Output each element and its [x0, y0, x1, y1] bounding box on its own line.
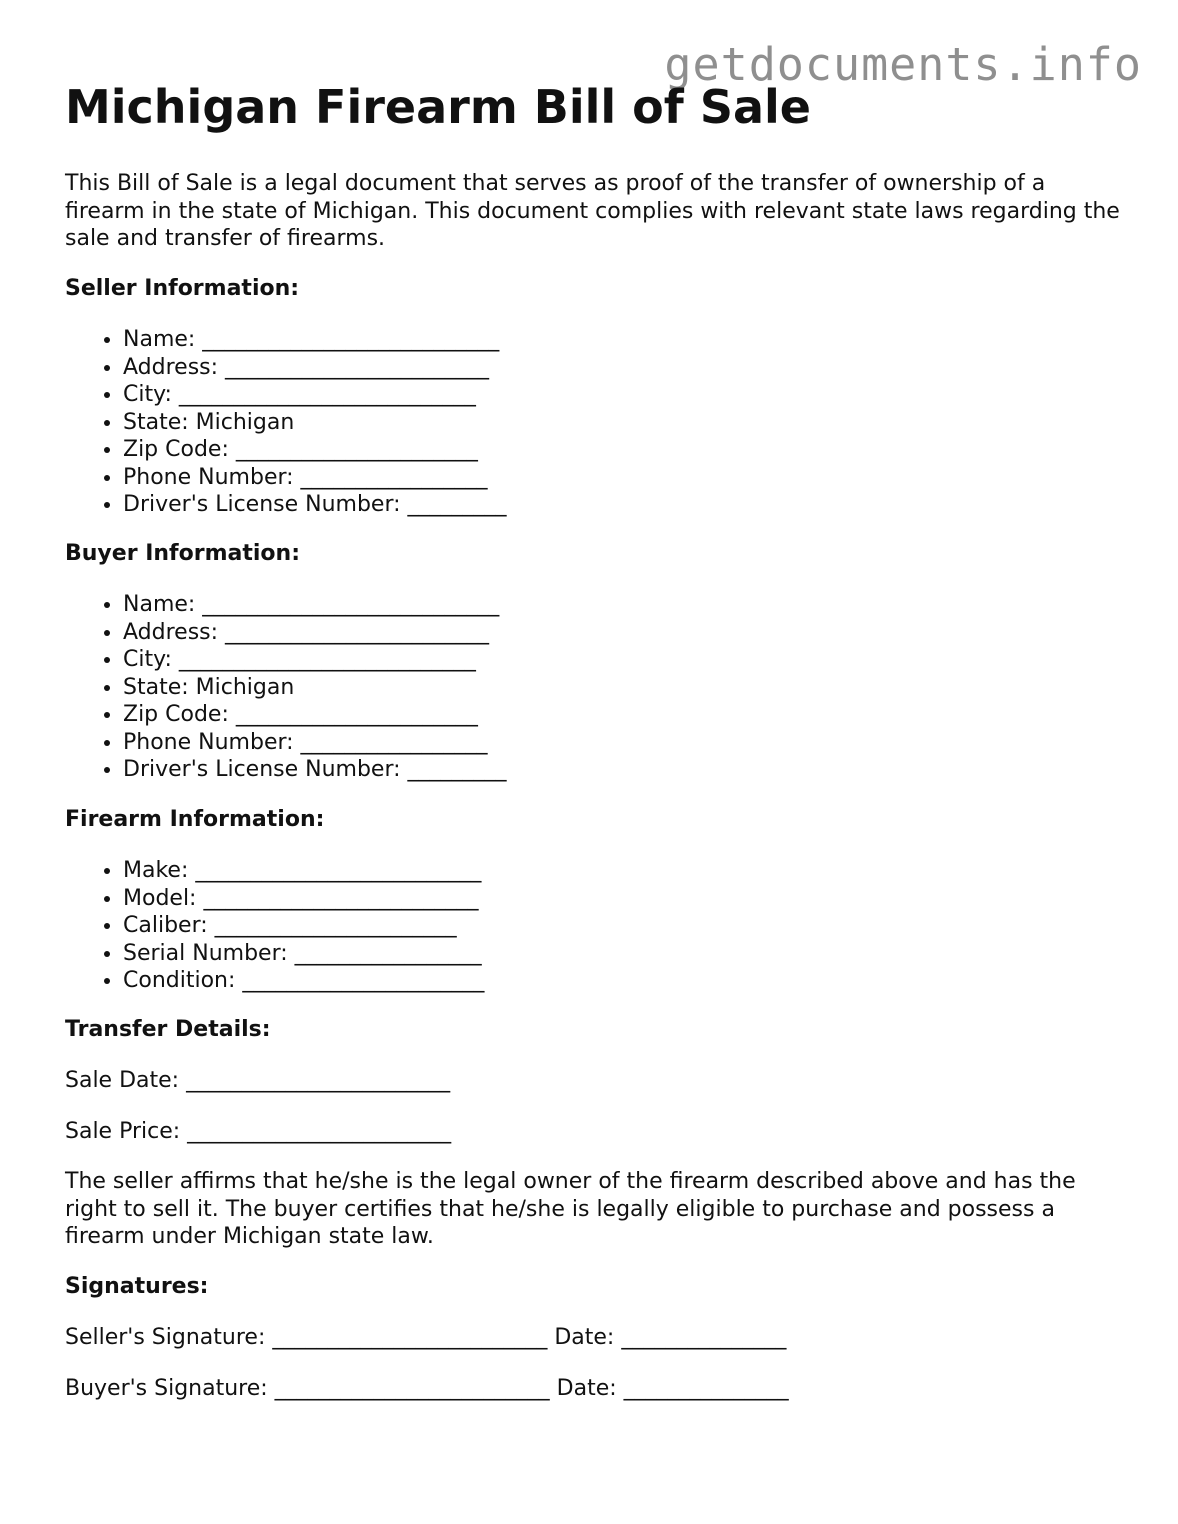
buyer-zip-field: • Zip Code: ______________________	[123, 701, 507, 729]
sale-price-field: Sale Price: ________________________	[65, 1119, 452, 1144]
firearm-condition-field: • Condition: ______________________	[123, 967, 484, 995]
seller-heading: Seller Information:	[65, 276, 300, 301]
buyer-name-field: • Name: ___________________________	[123, 591, 507, 619]
seller-name-field: • Name: ___________________________	[123, 326, 507, 354]
firearm-heading: Firearm Information:	[65, 807, 325, 832]
seller-state-field: • State: Michigan	[123, 409, 507, 437]
seller-zip-field: • Zip Code: ______________________	[123, 436, 507, 464]
buyer-city-field: • City: ___________________________	[123, 646, 507, 674]
sale-date-field: Sale Date: ________________________	[65, 1068, 451, 1093]
seller-city-field: • City: ___________________________	[123, 381, 507, 409]
transfer-heading: Transfer Details:	[65, 1017, 271, 1042]
firearm-caliber-field: • Caliber: ______________________	[123, 912, 484, 940]
firearm-fields	[65, 857, 484, 995]
buyer-address-field: • Address: ________________________	[123, 619, 507, 647]
buyer-fields	[65, 591, 507, 784]
buyer-signature-line: Buyer's Signature: _________________________ Date: _______________	[65, 1376, 789, 1401]
seller-address-field: • Address: ________________________	[123, 354, 507, 382]
firearm-model-field: • Model: _________________________	[123, 885, 484, 913]
firearm-serial-field: • Serial Number: _________________	[123, 940, 484, 968]
firearm-make-field: • Make: __________________________	[123, 857, 484, 885]
intro-paragraph: This Bill of Sale is a legal document that serves as proof of the transfer of ownership of a firearm in the state of Michigan. This document complies with relevant state laws regarding the sale and transfer of firearms.	[65, 171, 1120, 251]
buyer-state-field: • State: Michigan	[123, 674, 507, 702]
seller-license-field: • Driver's License Number: _________	[123, 491, 507, 519]
watermark: getdocuments.info	[664, 38, 1142, 91]
buyer-phone-field: • Phone Number: _________________	[123, 729, 507, 757]
document-title: Michigan Firearm Bill of Sale	[65, 80, 811, 134]
signatures-heading: Signatures:	[65, 1274, 209, 1299]
affirmation-paragraph: The seller affirms that he/she is the legal owner of the firearm described above and has the right to sell it. The buyer certifies that he/she is legally eligible to purchase and possess a firearm under Michigan state law.	[65, 1169, 1076, 1249]
seller-signature-line: Seller's Signature: _________________________ Date: _______________	[65, 1325, 787, 1350]
buyer-license-field: • Driver's License Number: _________	[123, 756, 507, 784]
seller-phone-field: • Phone Number: _________________	[123, 464, 507, 492]
buyer-heading: Buyer Information:	[65, 541, 300, 566]
seller-fields	[65, 326, 507, 519]
